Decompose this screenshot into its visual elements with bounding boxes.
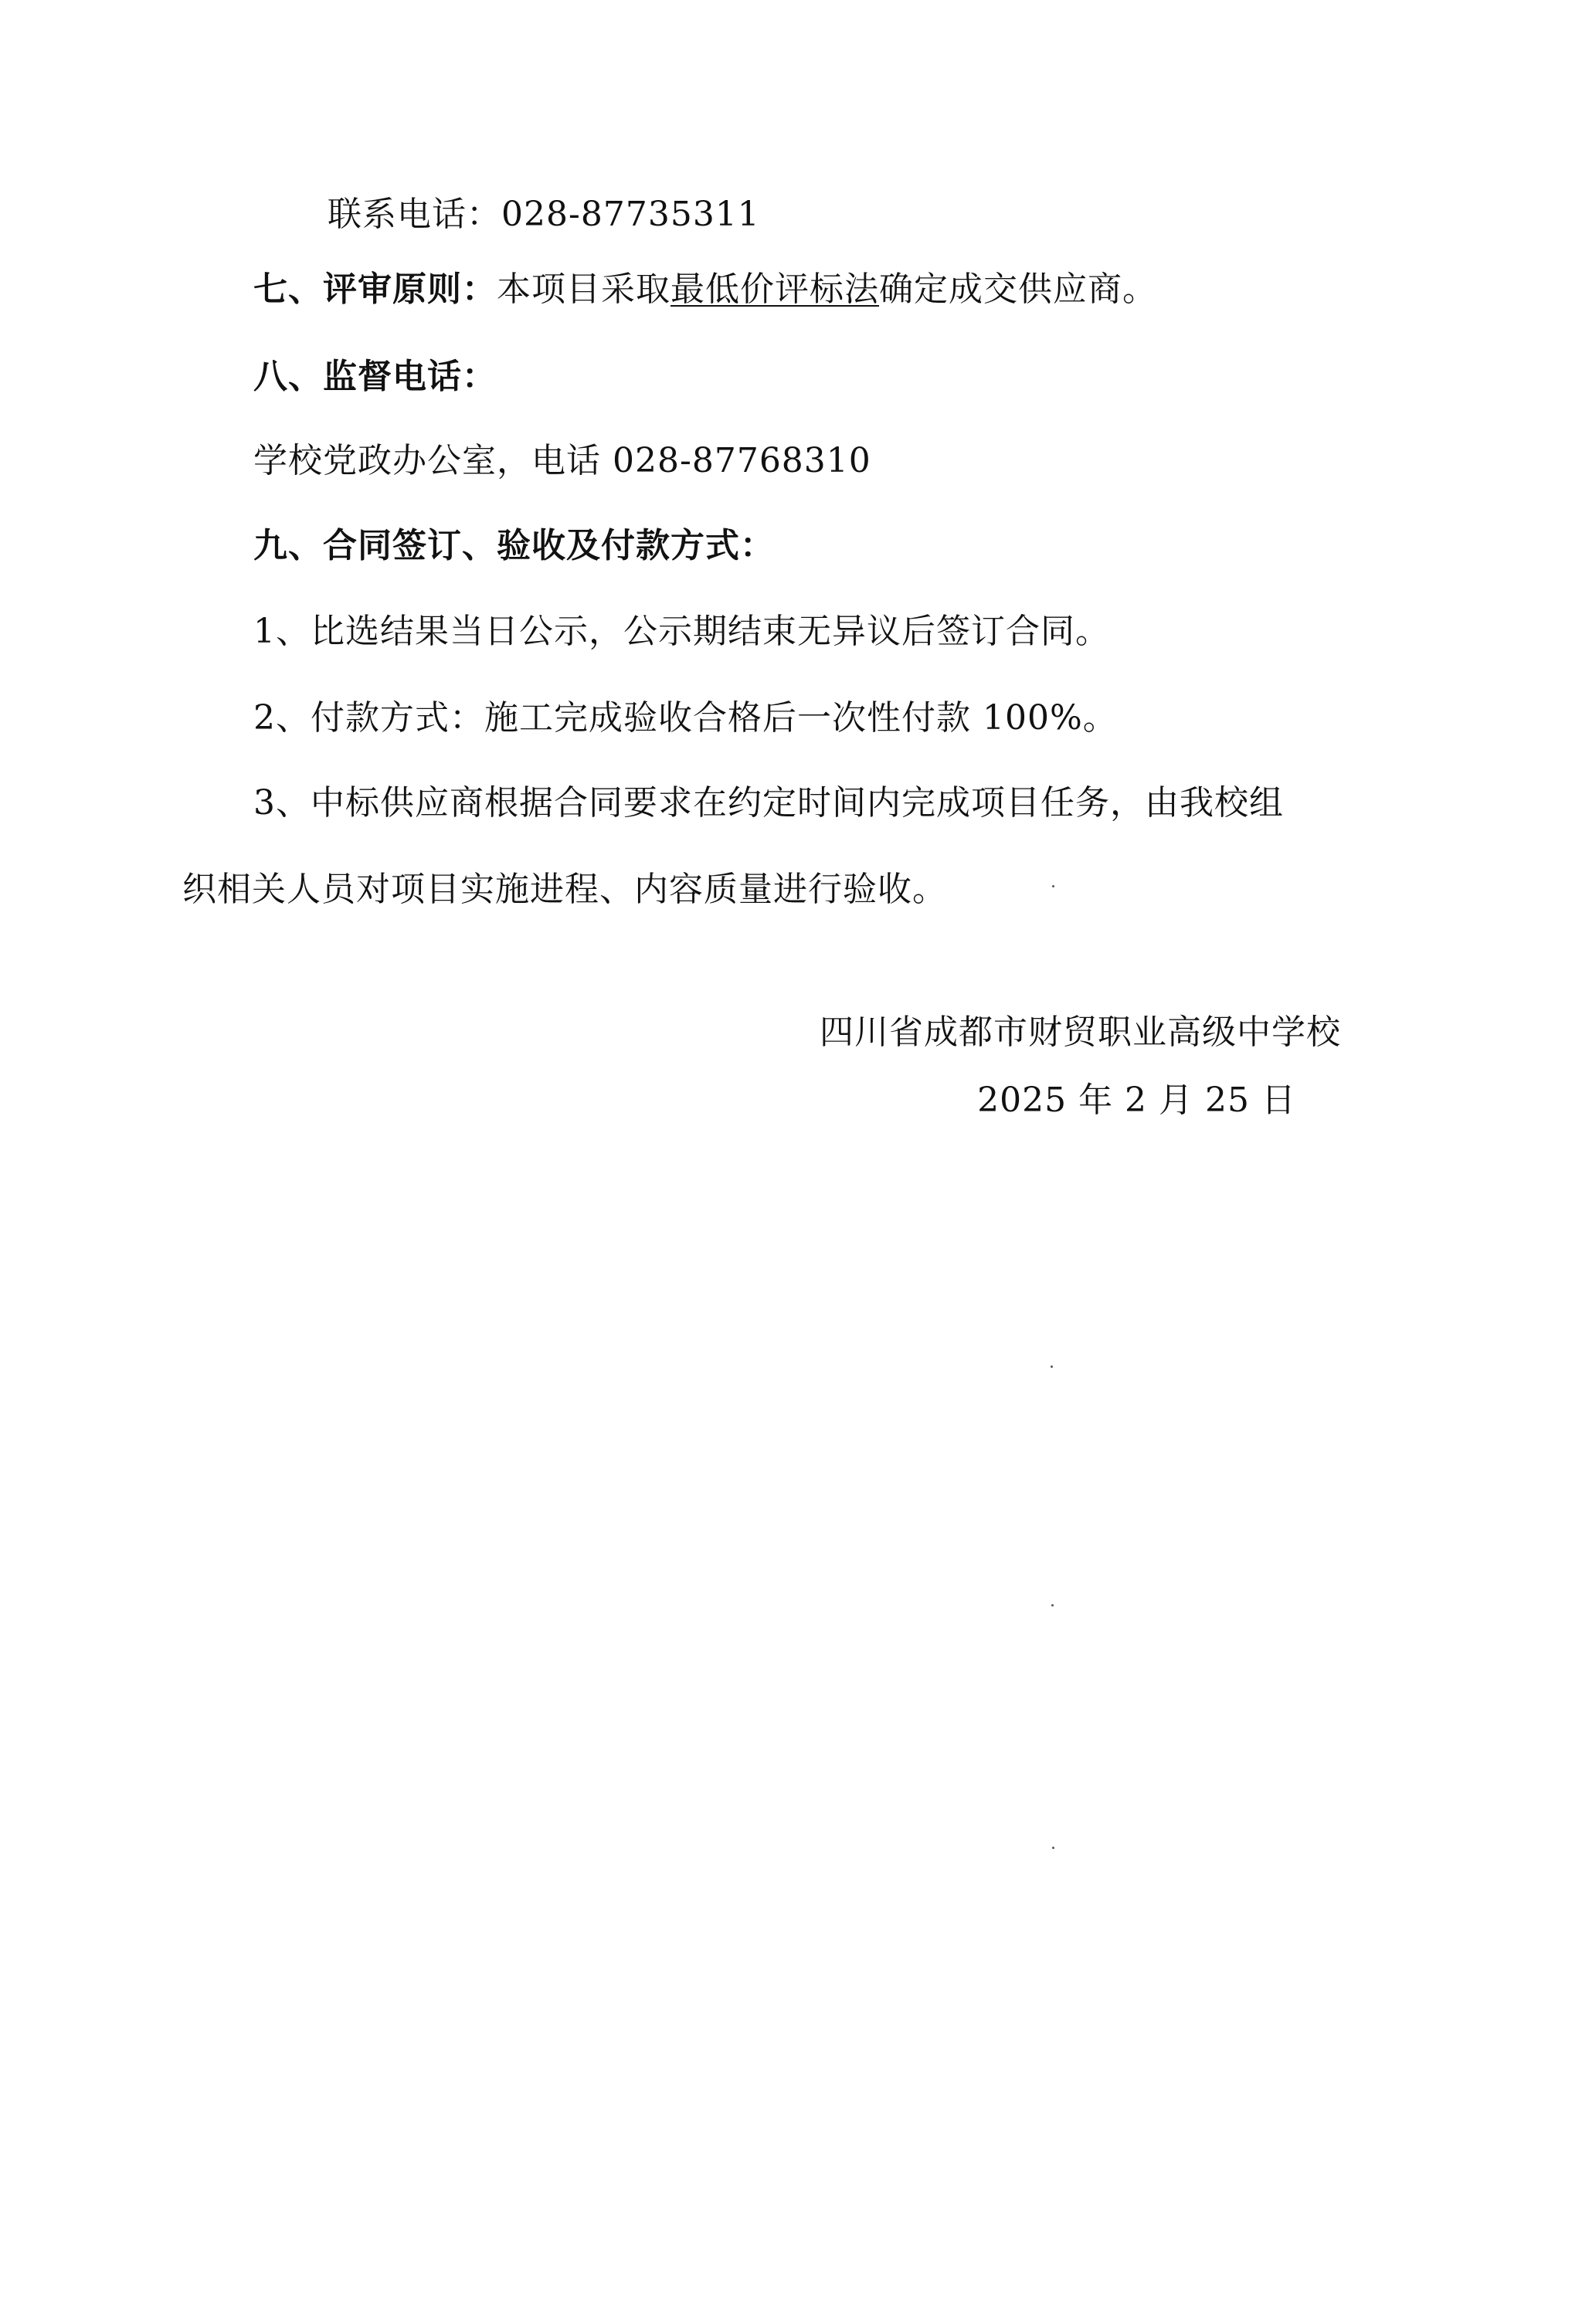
- contact-phone: 028-87735311: [501, 195, 760, 234]
- section9-item2: 2、付款方式：施工完成验收合格后一次性付款 100%。: [253, 698, 1118, 738]
- section9-heading: 九、合同签订、验收及付款方式：: [253, 526, 775, 565]
- section7-text-after: 确定成交供应商。: [879, 270, 1157, 309]
- scan-speck: [1051, 1604, 1054, 1606]
- section9-item3-line1: 3、中标供应商根据合同要求在约定时间内完成项目任务，由我校组: [253, 783, 1284, 823]
- section8-heading: 八、监督电话：: [253, 357, 497, 396]
- section7-heading: 七、评审原则：: [253, 270, 497, 309]
- contact-line: [328, 192, 760, 238]
- section8-office-line: 学校党政办公室，电话 028-87768310: [253, 441, 871, 480]
- section9-item3-line2: 织相关人员对项目实施进程、内容质量进行验收。: [182, 870, 947, 909]
- signature-date: 2025 年 2 月 25 日: [977, 1081, 1296, 1120]
- scan-speck: [1052, 1847, 1054, 1849]
- signature-organization: 四川省成都市财贸职业高级中学校: [820, 1013, 1341, 1052]
- contact-label: 联系电话：: [328, 195, 501, 234]
- section9-item1: 1、比选结果当日公示，公示期结束无异议后签订合同。: [253, 612, 1110, 651]
- section7-text-before: 本项目采取: [497, 270, 670, 309]
- section7-line: [253, 266, 1157, 313]
- section7-method: 最低价评标法: [670, 270, 879, 309]
- scan-speck: [1051, 1366, 1053, 1368]
- scan-speck: [1052, 885, 1054, 887]
